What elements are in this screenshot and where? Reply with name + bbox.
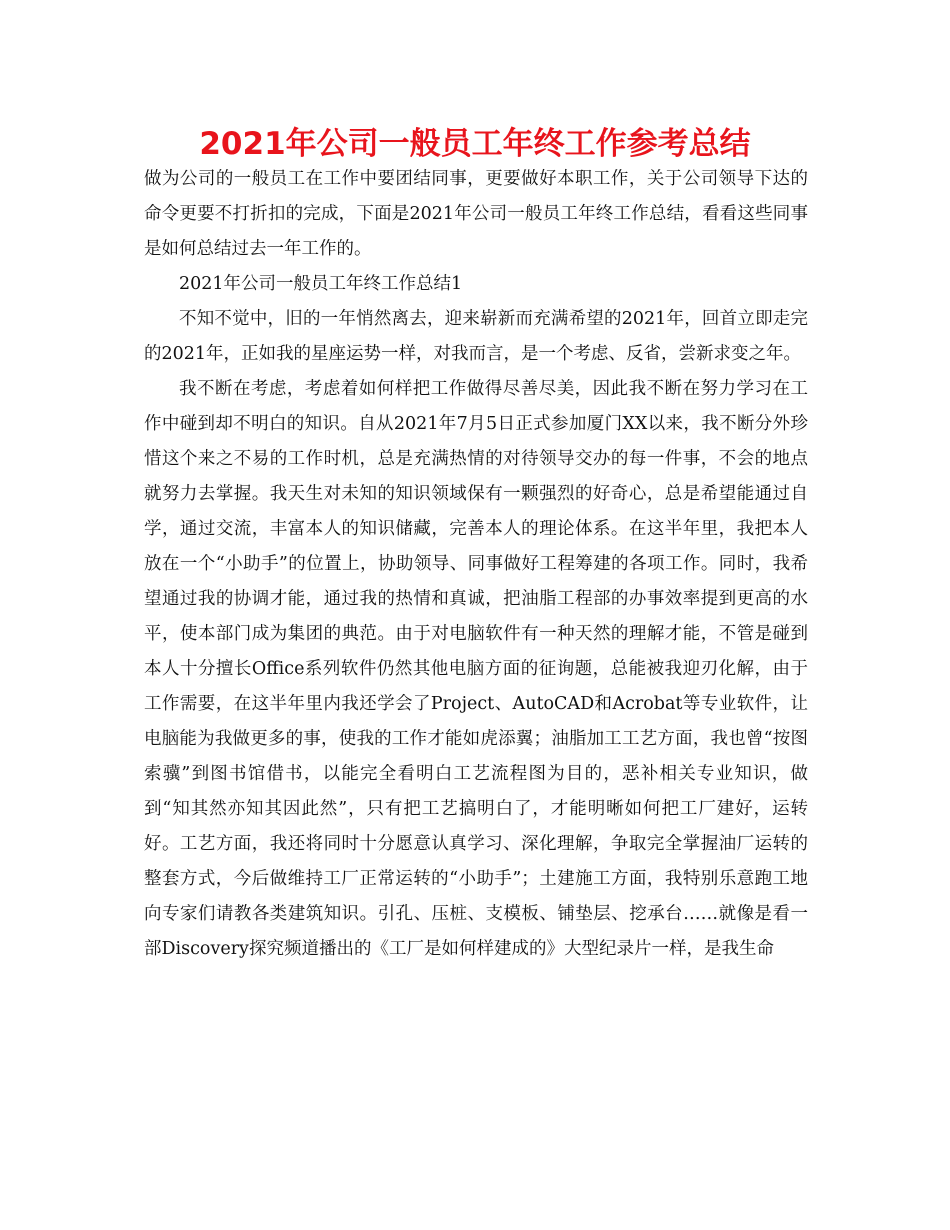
document-body xyxy=(144,162,808,967)
body-paragraph-1: 不知不觉中，旧的一年悄然离去，迎来崭新而充满希望的2021年，回首立即走完的2021年，正如我的星座运势一样，对我而言，是一个考虑、反省，尝新求变之年。 xyxy=(144,309,808,364)
section-heading: 2021年公司一般员工年终工作总结1 xyxy=(179,274,463,294)
document-title: 2021年公司一般员工年终工作参考总结 xyxy=(199,126,751,162)
intro-paragraph: 做为公司的一般员工在工作中要团结同事，更要做好本职工作，关于公司领导下达的命令更要不打折扣的完成，下面是2021年公司一般员工年终工作总结，看看这些同事是如何总结过去一年工作的。 xyxy=(144,169,808,259)
body-paragraph-2: 我不断在考虑，考虑着如何样把工作做得尽善尽美，因此我不断在努力学习在工作中碰到却不明白的知识。自从2021年7月5日正式参加厦门XX以来，我不断分外珍惜这个来之不易的工作时机，总是充满热情的对待领导交办的每一件事，不会的地点就努力去掌握。我天生对未知的知识领域保有一颗强烈的好奇心，总是希望能通过自学，通过交流，丰富本人的知识储藏，完善本人的理论体系。在这半年里，我把本人放在一个“小助手”的位置上，协助领导、同事做好工程筹建的各项工作。同时，我希望通过我的协调才能，通过我的热情和真诚，把油脂工程部的办事效率提到更高的水平，使本部门成为集团的典范。由于对电脑软件有一种天然的理解才能，不管是碰到本人十分擅长Office系列软件仍然其他电脑方面的征询题，总能被我迎刃化解，由于工作需要，在这半年里内我还学会了Project、AutoCAD和Acrobat等专业软件，让电脑能为我做更多的事，使我的工作才能如虎添翼；油脂加工工艺方面，我也曾“按图索骥”到图书馆借书，以能完全看明白工艺流程图为目的，恶补相关专业知识，做到“知其然亦知其因此然”，只有把工艺搞明白了，才能明晰如何把工厂建好，运转好。工艺方面，我还将同时十分愿意认真学习、深化理解，争取完全掌握油厂运转的整套方式，今后做维持工厂正常运转的“小助手”；土建施工方面，我特别乐意跑工地向专家们请教各类建筑知识。引孔、压桩、支模板、铺垫层、挖承台……就像是看一部Discovery探究频道播出的《工厂是如何样建成的》大型纪录片一样，是我生命 xyxy=(144,379,808,959)
